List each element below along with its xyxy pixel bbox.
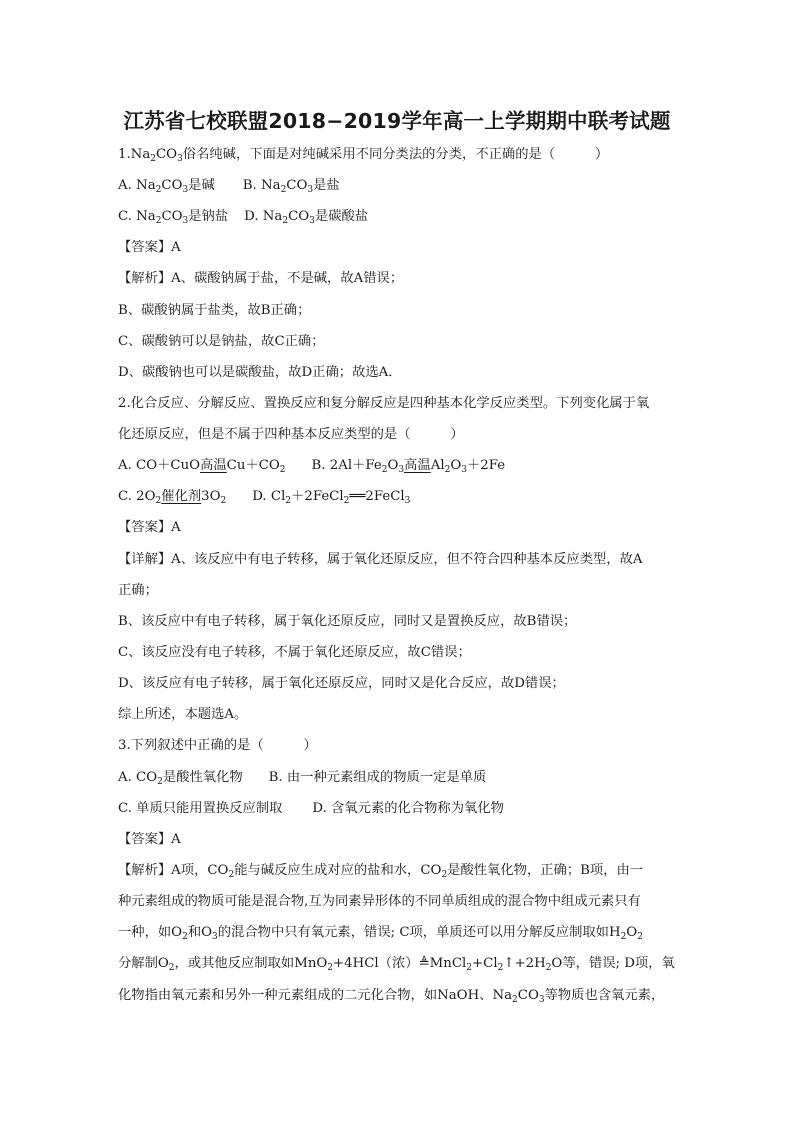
question-3-options-cd: C. 单质只能用置换反应制取 D. 含氧元素的化合物称为氧化物 xyxy=(118,801,504,816)
question-3-explanation-line: 分解制$O_2$，或其他反应制取如MnO$_2$+4HCl（浓）$≜MnCl_2+Cl_2↑+2H_2O$等，错误; D项，氧 xyxy=(118,956,675,973)
reaction-condition: 高温 xyxy=(404,458,431,473)
question-1-answer: 【答案】A xyxy=(118,240,181,255)
question-2-answer: 【答案】A xyxy=(118,520,181,535)
question-2-stem: 化还原反应，但是不属于四种基本反应类型的是（ ） xyxy=(118,427,464,442)
question-1-explanation-line: B、碳酸钠属于盐类，故B正确； xyxy=(118,303,311,318)
question-3-options-ab: A. $CO_2$是酸性氧化物 B. 由一种元素组成的物质一定是单质 xyxy=(118,770,487,787)
reaction-condition: 高温 xyxy=(200,458,227,473)
page-title: 江苏省七校联盟2018−2019学年高一上学期期中联考试题 xyxy=(123,109,671,133)
question-3-answer: 【答案】A xyxy=(118,832,181,847)
question-2-options-ab: A. CO＋CuO高温$Cu+CO_2$ B. $2Al+Fe_2O_3$高温$Al_2O_3+2Fe$ xyxy=(118,458,506,475)
question-2-stem: 2.化合反应、分解反应、置换反应和复分解反应是四种基本化学反应类型。下列变化属于氧 xyxy=(118,396,650,411)
question-1-stem: $1.Na_2CO_3$俗名纯碱，下面是对纯碱采用不同分类法的分类，不正确的是（ ） xyxy=(118,147,609,164)
question-2-options-cd: C. $2O_2$催化剂$3O_2$ D. $Cl_2+2FeCl_2══2FeCl_3$ xyxy=(118,489,411,506)
question-1-options-cd: C. $Na_2CO_3$是钠盐 D. $Na_2CO_3$是碳酸盐 xyxy=(118,209,369,226)
question-3-explanation-line: 【解析】A项，$CO_2$能与碱反应生成对应的盐和水，$CO_2$是酸性氧化物，正确；B项，由一 xyxy=(118,863,644,880)
question-1-explanation-line: 【解析】A、碳酸钠属于盐，不是碱，故A错误； xyxy=(118,271,404,286)
question-2-explanation-line: C、该反应没有电子转移，不属于氧化还原反应，故C错误； xyxy=(118,645,471,660)
question-1-explanation-line: D、碳酸钠也可以是碳酸盐，故D正确；故选A． xyxy=(118,365,402,380)
question-3-explanation-line: 一种，如$O_2$和$O_3$的混合物中只有氧元素，错误; C项，单质还可以用分解反应制取如$H_2O_2$ xyxy=(118,925,643,942)
question-3-explanation-line: 种元素组成的物质可能是混合物,互为同素异形体的不同单质组成的混合物中组成元素只有 xyxy=(118,894,641,909)
question-2-explanation-line: D、该反应有电子转移，属于氧化还原反应，同时又是化合反应，故D错误； xyxy=(118,676,565,691)
question-2-explanation-line: B、该反应中有电子转移，属于氧化还原反应，同时又是置换反应，故B错误； xyxy=(118,614,577,629)
question-3-stem: 3.下列叙述中正确的是（ ） xyxy=(118,738,317,753)
question-2-explanation-line: 正确； xyxy=(118,583,158,598)
question-1-options-ab: A. $Na_2CO_3$是碱 B. $Na_2CO_3$是盐 xyxy=(118,178,340,195)
reaction-condition: 催化剂 xyxy=(161,489,202,504)
question-2-explanation-line: 综上所述，本题选A。 xyxy=(118,707,248,722)
question-3-explanation-line: 化物指由氧元素和另外一种元素组成的二元化合物，如NaOH、$Na_2CO_3$等物质也含氧元素， xyxy=(118,988,665,1005)
question-1-explanation-line: C、碳酸钠可以是钠盐，故C正确； xyxy=(118,334,325,349)
question-2-explanation-line: 【详解】A、该反应中有电子转移，属于氧化还原反应，但不符合四种基本反应类型，故A xyxy=(118,552,643,567)
